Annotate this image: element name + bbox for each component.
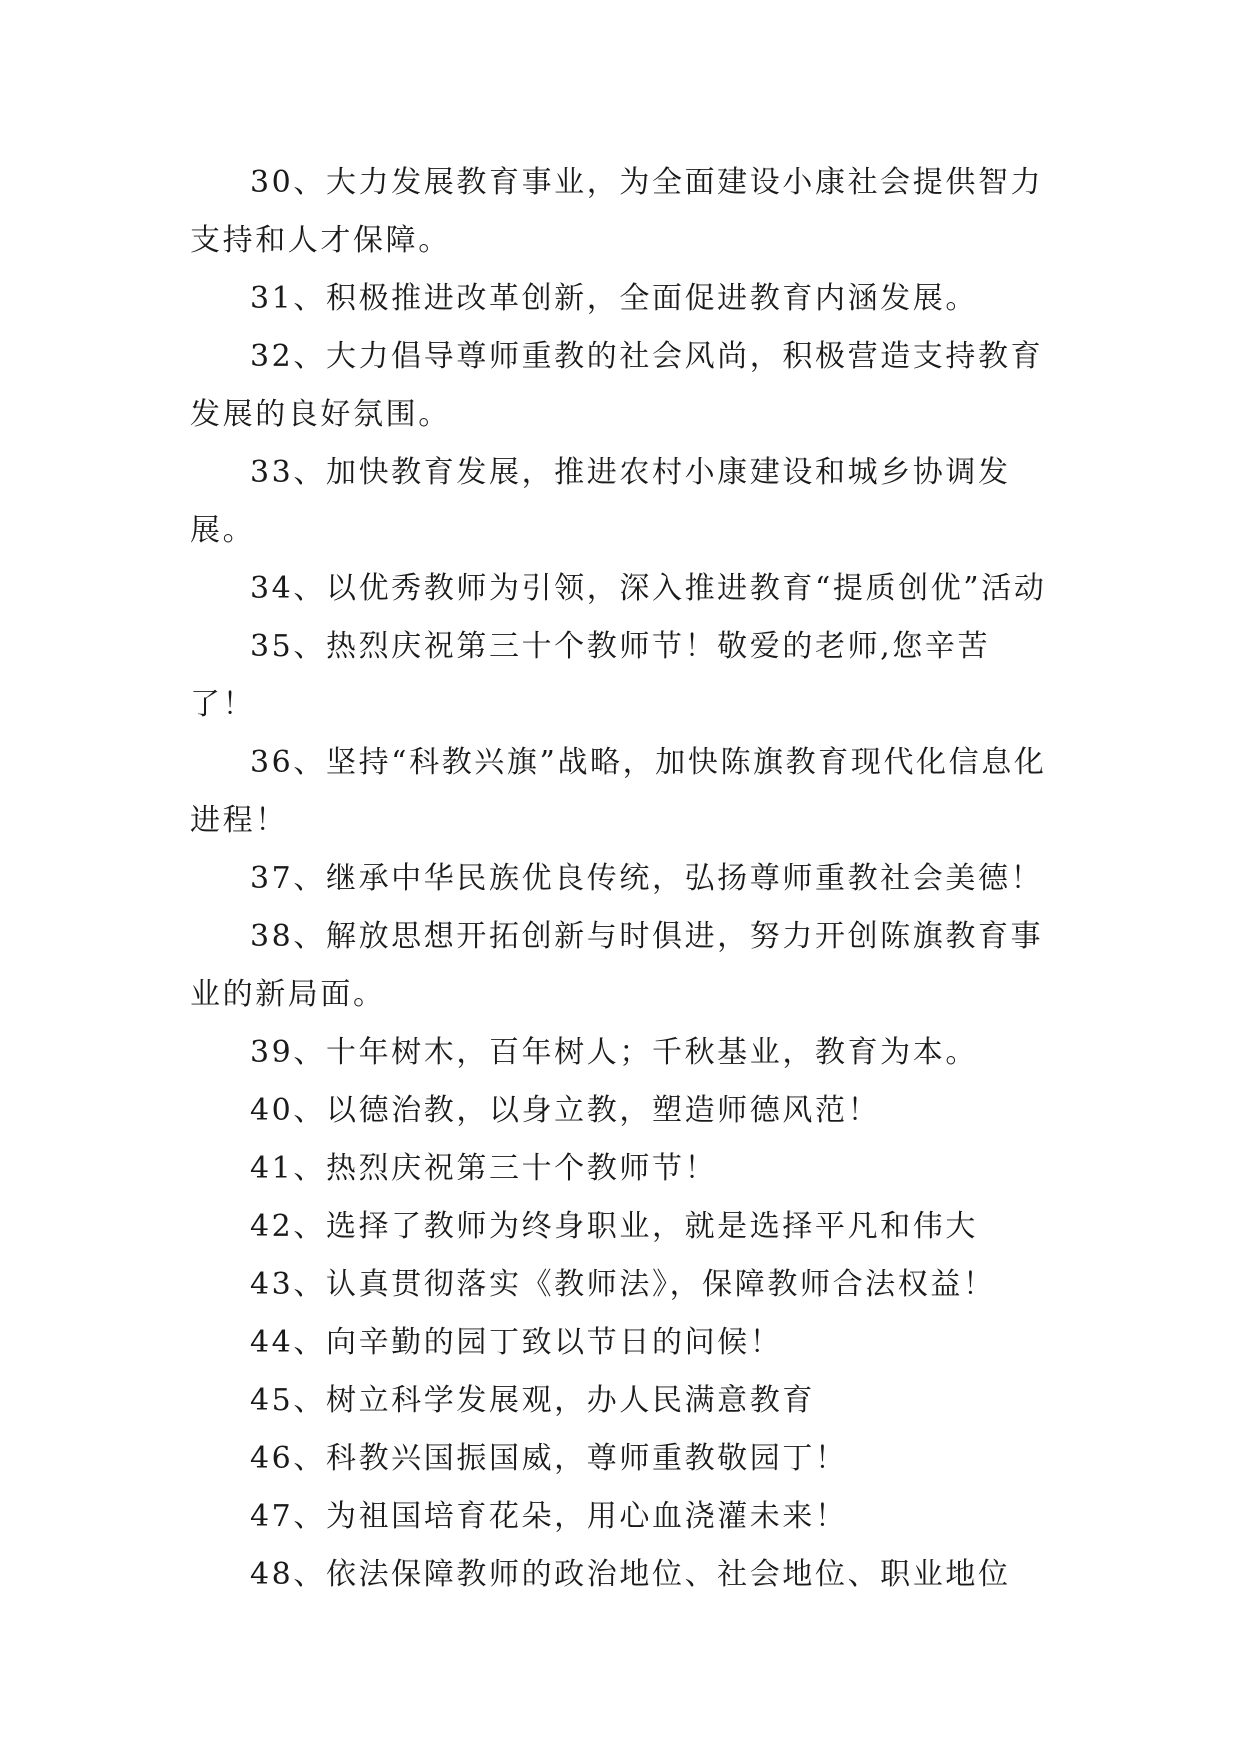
slogan-item-45: 45、树立科学发展观，办人民满意教育	[250, 1383, 815, 1418]
slogan-item-31: 31、积极推进改革创新，全面促进教育内涵发展。	[250, 281, 978, 316]
slogan-item-30: 30、大力发展教育事业，为全面建设小康社会提供智力支持和人才保障。	[190, 165, 1044, 258]
slogan-item-33: 33、加快教育发展，推进农村小康建设和城乡协调发展。	[190, 455, 1011, 548]
slogan-item-35: 35、热烈庆祝第三十个教师节！敬爱的老师,您辛苦了！	[190, 629, 991, 722]
document-body	[190, 154, 1050, 1604]
slogan-item-38: 38、解放思想开拓创新与时俱进，努力开创陈旗教育事业的新局面。	[190, 919, 1044, 1012]
slogan-item-44: 44、向辛勤的园丁致以节日的问候！	[250, 1325, 783, 1360]
slogan-item-43: 43、认真贯彻落实《教师法》，保障教师合法权益！	[250, 1267, 996, 1302]
slogan-item-34: 34、以优秀教师为引领，深入推进教育“提质创优”活动	[250, 571, 1047, 606]
slogan-item-47: 47、为祖国培育花朵，用心血浇灌未来！	[250, 1499, 848, 1534]
slogan-item-48: 48、依法保障教师的政治地位、社会地位、职业地位	[250, 1557, 1011, 1592]
slogan-item-37: 37、继承中华民族优良传统，弘扬尊师重教社会美德！	[250, 861, 1044, 896]
slogan-item-42: 42、选择了教师为终身职业，就是选择平凡和伟大	[250, 1209, 978, 1244]
slogan-item-39: 39、十年树木，百年树人；千秋基业，教育为本。	[250, 1035, 978, 1070]
slogan-item-40: 40、以德治教，以身立教，塑造师德风范！	[250, 1093, 881, 1128]
slogan-item-46: 46、科教兴国振国威，尊师重教敬园丁！	[250, 1441, 848, 1476]
slogan-item-36: 36、坚持“科教兴旗”战略，加快陈旗教育现代化信息化进程！	[190, 745, 1047, 838]
slogan-item-41: 41、热烈庆祝第三十个教师节！	[250, 1151, 718, 1186]
slogan-item-32: 32、大力倡导尊师重教的社会风尚，积极营造支持教育发展的良好氛围。	[190, 339, 1044, 432]
